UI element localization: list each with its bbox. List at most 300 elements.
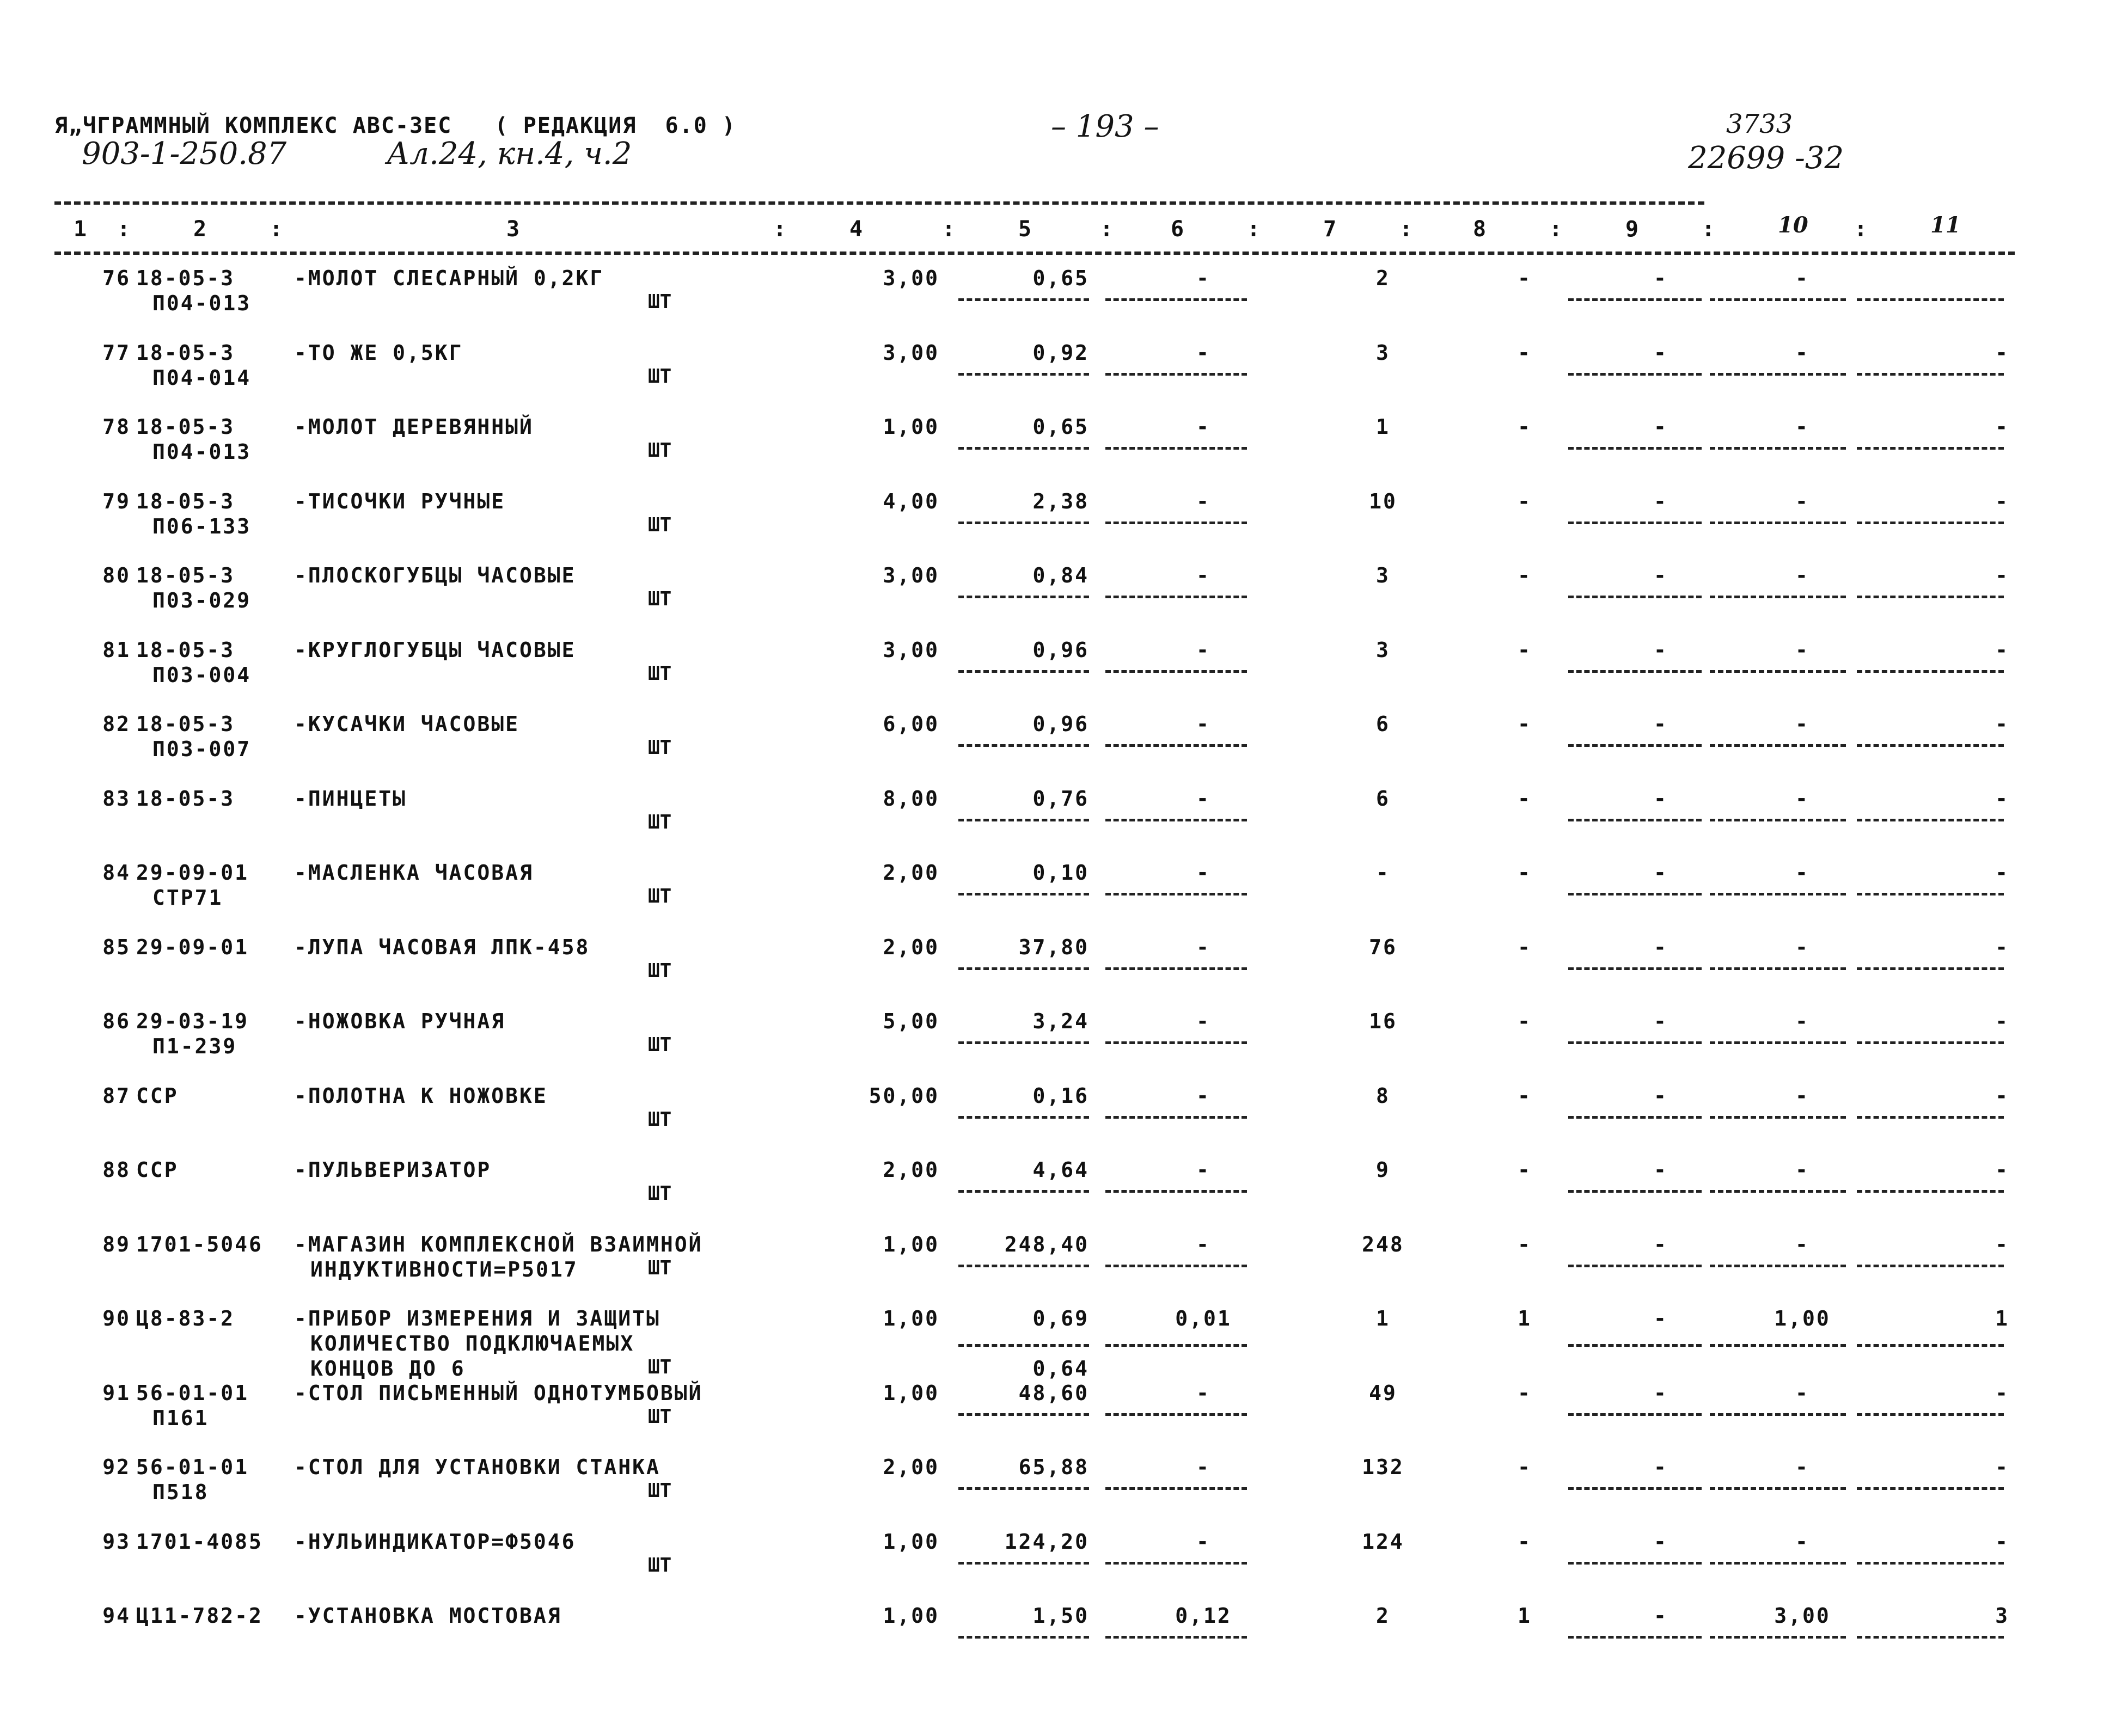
col8-value: - (1518, 1009, 1532, 1033)
cell-divider (1568, 1265, 1702, 1267)
item-name: -ПУЛЬВЕРИЗАТОР (294, 1158, 492, 1182)
col8-value: - (1518, 1529, 1532, 1554)
unit-price: 0,76 (1032, 786, 1089, 811)
col7-value: 1 (1376, 415, 1390, 439)
unit-price: 0,92 (1032, 340, 1089, 365)
col7-value: 9 (1376, 1158, 1390, 1182)
col9-value: - (1654, 935, 1668, 959)
col10-value: - (1795, 1232, 1809, 1256)
cell-divider (1710, 1041, 1846, 1044)
col9-value: - (1654, 1306, 1668, 1330)
col6-value: - (1196, 1009, 1210, 1033)
cell-divider (1710, 1636, 1846, 1639)
item-code: ССР (136, 1083, 179, 1108)
col7-value: 6 (1376, 712, 1390, 736)
item-name: -ПЛОСКОГУБЦЫ ЧАСОВЫЕ (294, 563, 576, 587)
unit-label: ШТ (648, 1480, 672, 1502)
col6-value: - (1196, 563, 1210, 587)
cell-divider (1568, 1636, 1702, 1639)
col8-value: - (1518, 563, 1532, 587)
row-number: 84 (102, 861, 131, 885)
col6-value: - (1196, 637, 1210, 662)
cell-divider (1857, 373, 2004, 376)
col7-value: 16 (1369, 1009, 1397, 1033)
col6-value: - (1196, 489, 1210, 513)
item-code-secondary: П06-133 (152, 514, 252, 538)
cell-divider (1568, 596, 1702, 598)
cell-divider (1857, 819, 2004, 821)
table-row (0, 1083, 2122, 1157)
col9-value: - (1654, 340, 1668, 365)
col9-value: - (1654, 1529, 1668, 1554)
unit-price: 4,64 (1032, 1158, 1089, 1182)
col11-value: - (1995, 415, 2009, 439)
unit-label: ШТ (648, 662, 672, 685)
unit-label: ШТ (648, 1405, 672, 1428)
item-code-secondary: П04-014 (152, 365, 252, 390)
item-code-secondary: П518 (152, 1480, 209, 1504)
cell-divider (958, 1116, 1089, 1119)
quantity: 1,00 (883, 1604, 939, 1628)
cell-divider (958, 670, 1089, 673)
cell-divider (1568, 1041, 1702, 1044)
col11-value: - (1995, 489, 2009, 513)
row-number: 93 (102, 1529, 131, 1554)
cell-divider (1105, 447, 1247, 450)
quantity: 1,00 (883, 1529, 939, 1554)
cell-divider (958, 1190, 1089, 1193)
col11-value: - (1995, 1455, 2009, 1479)
item-name-cont: ИНДУКТИВНОСТИ=Р5017 (310, 1257, 578, 1281)
item-code: 29-03-19 (136, 1009, 249, 1033)
col-sep: : (1100, 217, 1114, 242)
unit-price: 0,69 (1032, 1306, 1089, 1330)
item-code: 18-05-3 (136, 786, 235, 811)
col10-value: - (1795, 861, 1809, 885)
col10-value: - (1795, 415, 1809, 439)
col-sep: : (1549, 217, 1563, 242)
col10-value: 3,00 (1774, 1604, 1831, 1628)
col11-value: - (1995, 1232, 2009, 1256)
item-name: -МОЛОТ ДЕРЕВЯННЫЙ (294, 415, 534, 439)
cell-divider (1568, 447, 1702, 450)
cell-divider (958, 893, 1089, 895)
col9-value: - (1654, 786, 1668, 811)
col9-value: - (1654, 1083, 1668, 1108)
unit-label: ШТ (648, 811, 672, 833)
col9-value: - (1654, 1009, 1668, 1033)
col10-value: - (1795, 489, 1809, 513)
unit-label: ШТ (648, 1256, 672, 1279)
cell-divider (958, 1562, 1089, 1565)
col10-value: - (1795, 1529, 1809, 1554)
item-name: -МАГАЗИН КОМПЛЕКСНОЙ ВЗАИМНОЙ (294, 1232, 703, 1256)
col9-value: - (1654, 1158, 1668, 1182)
item-name: -ТО ЖЕ 0,5КГ (294, 340, 463, 365)
item-code: Ц8-83-2 (136, 1306, 235, 1330)
unit-price: 48,60 (1018, 1381, 1089, 1405)
table-row (0, 860, 2122, 934)
col11-value: - (1995, 786, 2009, 811)
unit-price: 37,80 (1018, 935, 1089, 959)
quantity: 5,00 (883, 1009, 939, 1033)
row-number: 88 (102, 1158, 131, 1182)
cell-divider (958, 596, 1089, 598)
row-number: 87 (102, 1083, 131, 1108)
unit-price: 0,84 (1032, 563, 1089, 587)
item-name: -ПИНЦЕТЫ (294, 786, 407, 811)
cell-divider (1857, 1487, 2004, 1490)
col8-value: - (1518, 935, 1532, 959)
item-code-secondary: П03-007 (152, 737, 252, 761)
col8-value: - (1518, 1381, 1532, 1405)
order-number: 3733 (1726, 109, 1793, 139)
quantity: 1,00 (883, 1306, 939, 1330)
col7-value: 10 (1369, 489, 1397, 513)
unit-price: 0,10 (1032, 861, 1089, 885)
program-title: Я„ЧГРАММНЫЙ КОМПЛЕКС АВС-ЗЕС ( РЕДАКЦИЯ 6.0 ) (54, 113, 736, 138)
cell-divider (1568, 1562, 1702, 1565)
cell-divider (1568, 819, 1702, 821)
col11-value: - (1995, 1529, 2009, 1554)
col11-value: - (1995, 1009, 2009, 1033)
table-row (0, 637, 2122, 711)
table-row (0, 711, 2122, 786)
unit-label: ШТ (648, 737, 672, 759)
table-row (0, 1529, 2122, 1603)
cell-divider (1105, 596, 1247, 598)
col8-value: 1 (1518, 1604, 1532, 1628)
col9-value: - (1654, 712, 1668, 736)
col8-value: - (1518, 340, 1532, 365)
item-code: 18-05-3 (136, 563, 235, 587)
cell-divider (1105, 1636, 1247, 1639)
unit-label: ШТ (648, 885, 672, 907)
col10-value: - (1795, 637, 1809, 662)
quantity: 3,00 (883, 266, 939, 290)
cell-divider (1710, 744, 1846, 747)
cell-divider (958, 522, 1089, 524)
row-number: 85 (102, 935, 131, 959)
cell-divider (1105, 1041, 1247, 1044)
table-row (0, 1232, 2122, 1306)
col8-value: - (1518, 712, 1532, 736)
col6-value: - (1196, 1158, 1210, 1182)
col-5: 5 (1018, 217, 1032, 242)
item-code: 18-05-3 (136, 712, 235, 736)
item-name: -МОЛОТ СЛЕСАРНЫЙ 0,2КГ (294, 266, 604, 290)
cell-divider (1857, 1265, 2004, 1267)
cell-divider (1105, 744, 1247, 747)
item-code: Ц11-782-2 (136, 1604, 263, 1628)
cell-divider (1105, 1265, 1247, 1267)
item-name-cont: КОНЦОВ ДО 6 (310, 1357, 466, 1381)
col10-value: - (1795, 340, 1809, 365)
cell-divider (1710, 447, 1846, 450)
table-row (0, 1009, 2122, 1083)
row-number: 89 (102, 1232, 131, 1256)
header-top-rule (54, 201, 1704, 205)
col-sep: : (1702, 217, 1715, 242)
col-sep: : (270, 217, 283, 242)
cell-divider (1105, 819, 1247, 821)
col10-value: - (1795, 935, 1809, 959)
cell-divider (1710, 893, 1846, 895)
col7-value: 8 (1376, 1083, 1390, 1108)
col11-value: 1 (1995, 1306, 2009, 1330)
col11-value: - (1995, 712, 2009, 736)
item-name: -ПОЛОТНА К НОЖОВКЕ (294, 1083, 548, 1108)
unit-price: 0,96 (1032, 712, 1089, 736)
table-row (0, 1455, 2122, 1529)
unit-price: 1,50 (1032, 1604, 1089, 1628)
item-name: -СТОЛ ДЛЯ УСТАНОВКИ СТАНКА (294, 1455, 661, 1479)
col7-value: 3 (1376, 637, 1390, 662)
col-sep: : (942, 217, 956, 242)
table-row (0, 935, 2122, 1009)
col-8: 8 (1473, 217, 1487, 242)
page-number: – 193 – (1051, 109, 1159, 144)
table-row (0, 489, 2122, 563)
col6-value: - (1196, 1083, 1210, 1108)
cell-divider (1710, 1487, 1846, 1490)
item-code: 1701-5046 (136, 1232, 263, 1256)
document-code: 903-1-250.87 (82, 136, 287, 171)
item-name: -ЛУПА ЧАСОВАЯ ЛПК-458 (294, 935, 590, 959)
cell-divider (1105, 967, 1247, 970)
col6-value: - (1196, 712, 1210, 736)
table-row (0, 1381, 2122, 1455)
unit-label: ШТ (648, 513, 672, 536)
cell-divider (1857, 1041, 2004, 1044)
col6-value: - (1196, 340, 1210, 365)
cell-divider (1710, 967, 1846, 970)
row-number: 92 (102, 1455, 131, 1479)
cell-divider (958, 1344, 1089, 1347)
col11-value: - (1995, 1381, 2009, 1405)
col-sep: : (1247, 217, 1261, 242)
col10-value: - (1795, 786, 1809, 811)
cell-divider (1710, 522, 1846, 524)
cell-divider (1710, 1116, 1846, 1119)
col9-value: - (1654, 637, 1668, 662)
item-code-secondary: СТР71 (152, 886, 223, 910)
cell-divider (1105, 1413, 1247, 1416)
item-code-secondary: П03-004 (152, 662, 252, 687)
header-bottom-rule (54, 251, 2015, 255)
quantity: 4,00 (883, 489, 939, 513)
item-code: 1701-4085 (136, 1529, 263, 1554)
cell-divider (958, 819, 1089, 821)
quantity: 2,00 (883, 1158, 939, 1182)
cell-divider (1105, 1487, 1247, 1490)
quantity: 2,00 (883, 861, 939, 885)
col6-value: - (1196, 935, 1210, 959)
item-name: -КРУГЛОГУБЦЫ ЧАСОВЫЕ (294, 637, 576, 662)
quantity: 1,00 (883, 1232, 939, 1256)
col10-value: - (1795, 1009, 1809, 1033)
col8-value: - (1518, 1232, 1532, 1256)
row-number: 91 (102, 1381, 131, 1405)
cell-divider (1568, 1190, 1702, 1193)
cell-divider (1568, 1344, 1702, 1347)
unit-label: ШТ (648, 1108, 672, 1131)
cell-divider (958, 1413, 1089, 1416)
item-name-cont: КОЛИЧЕСТВО ПОДКЛЮЧАЕМЫХ (310, 1332, 635, 1355)
cell-divider (1568, 1487, 1702, 1490)
quantity: 1,00 (883, 1381, 939, 1405)
quantity: 3,00 (883, 340, 939, 365)
col11-value: - (1995, 1158, 2009, 1182)
cell-divider (1105, 1190, 1247, 1193)
cell-divider (1857, 670, 2004, 673)
cell-divider (1568, 522, 1702, 524)
row-number: 77 (102, 340, 131, 365)
quantity: 8,00 (883, 786, 939, 811)
item-code-secondary: П04-013 (152, 291, 252, 315)
quantity: 2,00 (883, 935, 939, 959)
row-number: 80 (102, 563, 131, 587)
quantity: 2,00 (883, 1455, 939, 1479)
col10-value: - (1795, 266, 1809, 290)
unit-price: 124,20 (1004, 1529, 1089, 1554)
cell-divider (1710, 819, 1846, 821)
unit-label: ШТ (648, 1554, 672, 1576)
col-4: 4 (849, 217, 863, 242)
sheet-code: 22699 -32 (1688, 140, 1844, 176)
col11-value: - (1995, 563, 2009, 587)
col8-value: - (1518, 1455, 1532, 1479)
unit-label: ШТ (648, 1182, 672, 1205)
item-name: -НУЛЬИНДИКАТОР=Ф5046 (294, 1529, 576, 1554)
cell-divider (1710, 1562, 1846, 1565)
cell-divider (1857, 1413, 2004, 1416)
unit-label: ШТ (648, 291, 672, 313)
unit-price: 2,38 (1032, 489, 1089, 513)
col8-value: - (1518, 415, 1532, 439)
cell-divider (1710, 670, 1846, 673)
col-sep: : (117, 217, 131, 242)
cell-divider (1857, 893, 2004, 895)
cell-divider (958, 447, 1089, 450)
cell-divider (958, 1487, 1089, 1490)
item-code: 18-05-3 (136, 489, 235, 513)
unit-price: 65,88 (1018, 1455, 1089, 1479)
col11-value: - (1995, 637, 2009, 662)
cell-divider (1710, 1265, 1846, 1267)
cell-divider (1857, 1562, 2004, 1565)
table-row (0, 1603, 2122, 1677)
album-reference: Ал.24, кн.4, ч.2 (387, 136, 632, 171)
quantity: 6,00 (883, 712, 939, 736)
cell-divider (1710, 596, 1846, 598)
row-number: 79 (102, 489, 131, 513)
col10-value: - (1795, 1455, 1809, 1479)
col-6: 6 (1171, 217, 1184, 242)
col-3: 3 (506, 217, 520, 242)
col9-value: - (1654, 1455, 1668, 1479)
item-name: -НОЖОВКА РУЧНАЯ (294, 1009, 506, 1033)
col10-value: - (1795, 1158, 1809, 1182)
col7-value: 49 (1369, 1381, 1397, 1405)
col10-value: - (1795, 1083, 1809, 1108)
col7-value: - (1376, 861, 1390, 885)
col7-value: 132 (1362, 1455, 1404, 1479)
item-code-secondary: П1-239 (152, 1034, 237, 1058)
unit-label: ШТ (648, 439, 672, 462)
col6-value: - (1196, 1381, 1210, 1405)
col-sep: : (1854, 217, 1868, 242)
cell-divider (1857, 1190, 2004, 1193)
col-11: 11 (1930, 212, 1961, 238)
cell-divider (958, 744, 1089, 747)
cell-divider (1857, 522, 2004, 524)
col-7: 7 (1323, 217, 1337, 242)
item-code-secondary: П03-029 (152, 588, 252, 612)
unit-price-secondary: 0,64 (1032, 1357, 1089, 1381)
row-number: 78 (102, 415, 131, 439)
quantity: 1,00 (883, 415, 939, 439)
unit-label: ШТ (648, 1034, 672, 1056)
col9-value: - (1654, 1604, 1668, 1628)
col8-value: - (1518, 489, 1532, 513)
col10-value: - (1795, 712, 1809, 736)
col11-value: 3 (1995, 1604, 2009, 1628)
item-code: 18-05-3 (136, 637, 235, 662)
col6-value: - (1196, 1529, 1210, 1554)
cell-divider (1857, 1636, 2004, 1639)
cell-divider (1105, 1562, 1247, 1565)
item-code: 56-01-01 (136, 1455, 249, 1479)
cell-divider (1857, 447, 2004, 450)
cell-divider (1105, 298, 1247, 301)
cell-divider (958, 1041, 1089, 1044)
unit-price: 0,16 (1032, 1083, 1089, 1108)
row-number: 82 (102, 712, 131, 736)
col-1: 1 (74, 217, 87, 242)
unit-label: ШТ (648, 588, 672, 610)
cell-divider (1710, 373, 1846, 376)
cell-divider (1857, 596, 2004, 598)
cell-divider (1857, 1344, 2004, 1347)
col10-value: 1,00 (1774, 1306, 1831, 1330)
cell-divider (1710, 1190, 1846, 1193)
col10-value: - (1795, 563, 1809, 587)
col8-value: - (1518, 637, 1532, 662)
row-number: 76 (102, 266, 131, 290)
item-code: 29-09-01 (136, 935, 249, 959)
col8-value: - (1518, 1083, 1532, 1108)
col9-value: - (1654, 489, 1668, 513)
table-row (0, 266, 2122, 340)
col9-value: - (1654, 1232, 1668, 1256)
cell-divider (1568, 744, 1702, 747)
item-code: 18-05-3 (136, 415, 235, 439)
cell-divider (1105, 373, 1247, 376)
cell-divider (1568, 893, 1702, 895)
item-name: -ТИСОЧКИ РУЧНЫЕ (294, 489, 506, 513)
col8-value: - (1518, 266, 1532, 290)
table-row (0, 1306, 2122, 1380)
cell-divider (958, 1265, 1089, 1267)
col6-value: - (1196, 861, 1210, 885)
col9-value: - (1654, 266, 1668, 290)
col-sep: : (1399, 217, 1413, 242)
row-number: 83 (102, 786, 131, 811)
cell-divider (1568, 967, 1702, 970)
col6-value: 0,12 (1175, 1604, 1232, 1628)
col11-value: - (1995, 340, 2009, 365)
